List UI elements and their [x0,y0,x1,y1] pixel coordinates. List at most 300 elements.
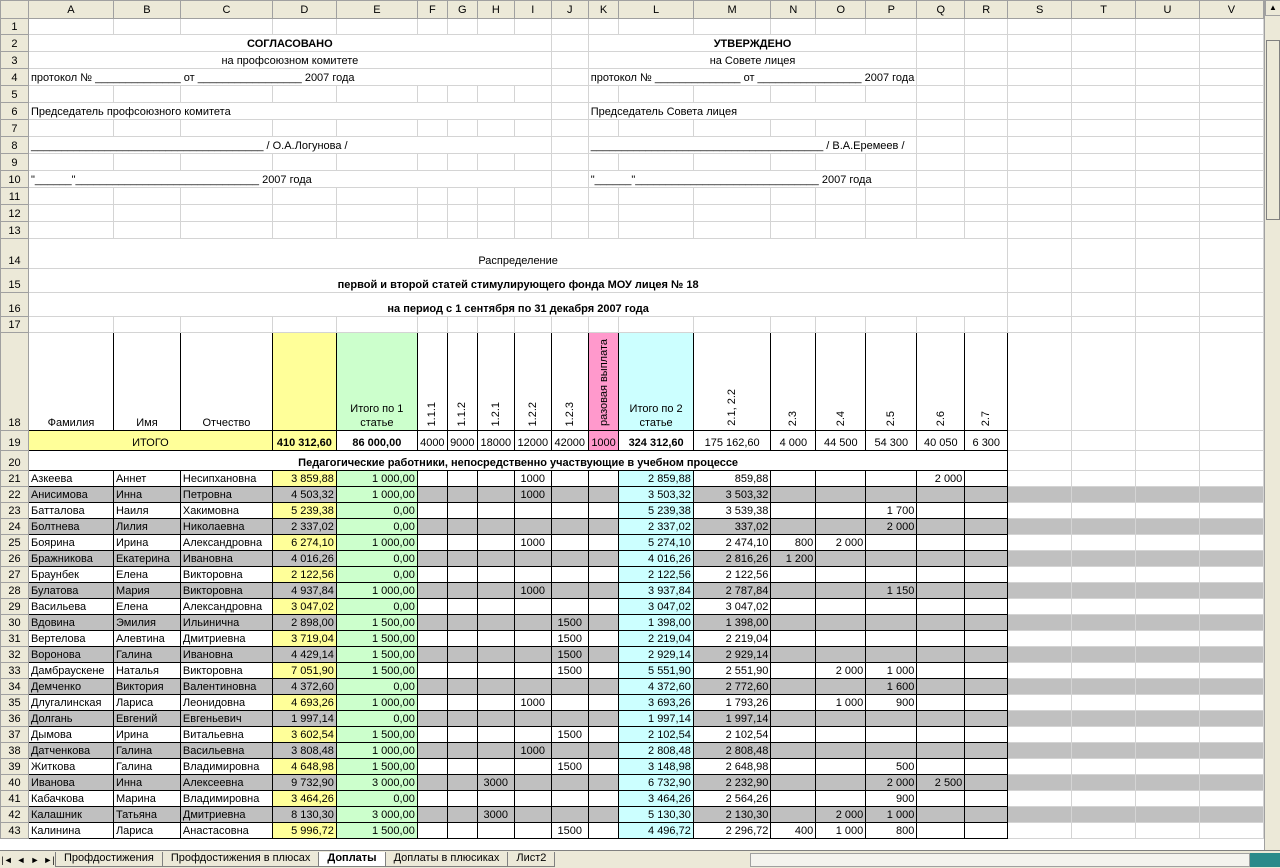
cell[interactable] [1008,35,1072,52]
cell[interactable] [551,188,588,205]
data-cell-q[interactable] [917,695,965,711]
row-header[interactable]: 20 [1,451,29,471]
cell[interactable] [588,188,619,205]
data-cell-j[interactable] [551,599,588,615]
data-cell-r[interactable] [965,807,1008,823]
row-header[interactable]: 15 [1,269,29,293]
cell[interactable] [1072,293,1136,317]
cell[interactable] [1136,823,1200,839]
column-header[interactable]: D [272,1,336,19]
row-header[interactable]: 37 [1,727,29,743]
data-cell-b[interactable]: Елена [113,567,180,583]
data-cell-k[interactable] [588,791,619,807]
cell[interactable] [514,154,551,171]
data-cell-g[interactable] [447,663,477,679]
cell[interactable] [1072,52,1136,69]
cell[interactable] [447,222,477,239]
cell[interactable] [1199,69,1263,86]
data-cell-nn[interactable] [771,487,816,503]
row-header[interactable]: 42 [1,807,29,823]
data-cell-b[interactable]: Татьяна [113,807,180,823]
row-header[interactable]: 33 [1,663,29,679]
data-cell-d[interactable]: 5 996,72 [272,823,336,839]
data-cell-nn[interactable] [771,711,816,727]
cell[interactable] [1199,239,1263,269]
table-header-c111[interactable] [417,333,447,431]
data-cell-p[interactable]: 900 [866,695,917,711]
data-cell-b[interactable]: Ирина [113,535,180,551]
data-cell-r[interactable] [965,599,1008,615]
cell[interactable] [1072,711,1136,727]
data-cell-o[interactable] [816,503,866,519]
cell[interactable] [1008,431,1072,451]
data-cell-r[interactable] [965,695,1008,711]
cell[interactable] [417,86,447,103]
data-cell-j[interactable] [551,711,588,727]
cell[interactable] [1136,503,1200,519]
cell[interactable] [336,317,417,333]
cell[interactable] [1008,791,1072,807]
sheet-tab[interactable]: Профдостижения [55,852,163,867]
data-cell-o[interactable] [816,791,866,807]
data-cell-p[interactable]: 1 600 [866,679,917,695]
data-cell-f[interactable] [417,647,447,663]
cell[interactable] [1136,35,1200,52]
cell[interactable] [272,317,336,333]
cell[interactable] [588,19,619,35]
cell[interactable] [551,154,588,171]
data-cell-c[interactable]: Алексеевна [180,775,272,791]
cell[interactable] [551,69,588,86]
data-cell-r[interactable] [965,519,1008,535]
data-cell-j[interactable] [551,551,588,567]
data-cell-e[interactable]: 1 000,00 [336,695,417,711]
data-cell-c[interactable]: Викторовна [180,567,272,583]
data-cell-d[interactable]: 2 898,00 [272,615,336,631]
data-cell-i[interactable]: 1000 [514,535,551,551]
data-cell-e[interactable]: 1 500,00 [336,631,417,647]
data-cell-r[interactable] [965,615,1008,631]
cell[interactable] [447,19,477,35]
cell[interactable] [693,120,771,137]
cell[interactable] [113,222,180,239]
data-cell-p[interactable]: 2 000 [866,519,917,535]
cell[interactable] [1136,333,1200,431]
cell[interactable] [965,137,1008,154]
cell[interactable] [1008,727,1072,743]
cell[interactable] [417,317,447,333]
cell[interactable] [1008,137,1072,154]
data-cell-m[interactable]: 2 929,14 [693,647,771,663]
data-cell-f[interactable] [417,567,447,583]
cell[interactable] [1136,103,1200,120]
cell[interactable] [272,205,336,222]
data-cell-o[interactable] [816,727,866,743]
cell[interactable] [619,86,693,103]
cell[interactable] [417,222,447,239]
cell[interactable] [1072,137,1136,154]
data-cell-o[interactable]: 1 000 [816,823,866,839]
cell[interactable] [1072,807,1136,823]
data-cell-p[interactable]: 500 [866,759,917,775]
cell[interactable] [1199,615,1263,631]
data-cell-e[interactable]: 0,00 [336,567,417,583]
data-cell-f[interactable] [417,487,447,503]
cell[interactable] [1199,503,1263,519]
data-cell-i[interactable] [514,759,551,775]
totals-f[interactable]: 4000 [417,431,447,451]
data-cell-b[interactable]: Мария [113,583,180,599]
cell[interactable] [771,188,816,205]
cell[interactable] [1136,451,1200,471]
data-cell-j[interactable]: 1500 [551,759,588,775]
row-header[interactable]: 36 [1,711,29,727]
cell[interactable] [417,154,447,171]
row-header[interactable]: 29 [1,599,29,615]
data-cell-e[interactable]: 0,00 [336,503,417,519]
data-cell-i[interactable] [514,647,551,663]
totals-i[interactable]: 12000 [514,431,551,451]
data-cell-a[interactable]: Бражникова [28,551,113,567]
data-cell-g[interactable] [447,711,477,727]
cell[interactable] [551,137,588,154]
cell[interactable] [1136,631,1200,647]
cell[interactable] [917,205,965,222]
row-header[interactable]: 43 [1,823,29,839]
cell[interactable] [113,86,180,103]
data-cell-d[interactable]: 4 648,98 [272,759,336,775]
row-header[interactable]: 18 [1,333,29,431]
data-cell-c[interactable]: Дмитриевна [180,807,272,823]
data-cell-j[interactable] [551,775,588,791]
column-header[interactable]: K [588,1,619,19]
cell[interactable] [1008,503,1072,519]
cell[interactable] [272,222,336,239]
data-cell-k[interactable] [588,631,619,647]
data-cell-nn[interactable]: 1 200 [771,551,816,567]
data-cell-d[interactable]: 9 732,90 [272,775,336,791]
data-cell-p[interactable] [866,487,917,503]
data-cell-k[interactable] [588,743,619,759]
cell[interactable] [113,19,180,35]
data-cell-r[interactable] [965,743,1008,759]
data-cell-d[interactable]: 5 239,38 [272,503,336,519]
data-cell-b[interactable]: Инна [113,487,180,503]
data-cell-l[interactable]: 4 372,60 [619,679,693,695]
data-cell-r[interactable] [965,823,1008,839]
data-cell-p[interactable] [866,743,917,759]
data-cell-d[interactable]: 3 464,26 [272,791,336,807]
data-cell-h[interactable] [477,727,514,743]
cell[interactable] [816,317,866,333]
data-cell-j[interactable]: 1500 [551,727,588,743]
data-cell-l[interactable]: 2 337,02 [619,519,693,535]
data-cell-f[interactable] [417,583,447,599]
cell[interactable] [1008,103,1072,120]
data-cell-q[interactable] [917,727,965,743]
cell[interactable] [1199,188,1263,205]
sheet-tab[interactable]: Доплаты в плюсиках [385,852,509,867]
data-cell-h[interactable] [477,615,514,631]
cell[interactable] [1072,615,1136,631]
data-cell-g[interactable] [447,775,477,791]
cell[interactable] [113,120,180,137]
data-cell-e[interactable]: 1 500,00 [336,823,417,839]
approval-left-sign[interactable]: ______________________________________ / О.А.Логунова / [28,137,551,154]
column-header[interactable]: R [965,1,1008,19]
row-header[interactable]: 19 [1,431,29,451]
data-cell-c[interactable]: Валентиновна [180,679,272,695]
data-cell-c[interactable]: Петровна [180,487,272,503]
totals-j[interactable]: 42000 [551,431,588,451]
row-header[interactable]: 21 [1,471,29,487]
data-cell-c[interactable]: Васильевна [180,743,272,759]
data-cell-o[interactable] [816,599,866,615]
cell[interactable] [272,188,336,205]
data-cell-b[interactable]: Галина [113,743,180,759]
cell[interactable] [28,205,113,222]
data-cell-l[interactable]: 3 693,26 [619,695,693,711]
data-cell-f[interactable] [417,471,447,487]
data-cell-a[interactable]: Дамбраускене [28,663,113,679]
row-header[interactable]: 17 [1,317,29,333]
data-cell-f[interactable] [417,663,447,679]
data-cell-k[interactable] [588,711,619,727]
data-cell-h[interactable] [477,791,514,807]
data-cell-m[interactable]: 2 232,90 [693,775,771,791]
cell[interactable] [965,317,1008,333]
cell[interactable] [1072,727,1136,743]
next-sheet-icon[interactable]: ► [30,854,40,865]
data-cell-l[interactable]: 1 398,00 [619,615,693,631]
sheet-tab[interactable]: Лист2 [507,852,555,867]
data-cell-p[interactable]: 900 [866,791,917,807]
cell[interactable] [477,317,514,333]
column-header[interactable]: S [1008,1,1072,19]
data-cell-a[interactable]: Вертелова [28,631,113,647]
data-cell-d[interactable]: 8 130,30 [272,807,336,823]
data-cell-a[interactable]: Васильева [28,599,113,615]
data-cell-j[interactable] [551,791,588,807]
cell[interactable] [551,103,588,120]
data-cell-k[interactable] [588,759,619,775]
cell[interactable] [1199,333,1263,431]
cell[interactable] [1136,471,1200,487]
data-cell-l[interactable]: 3 937,84 [619,583,693,599]
data-cell-m[interactable]: 3 539,38 [693,503,771,519]
data-cell-nn[interactable] [771,743,816,759]
data-cell-l[interactable]: 3 148,98 [619,759,693,775]
data-cell-e[interactable]: 1 500,00 [336,647,417,663]
cell[interactable] [771,19,816,35]
cell[interactable] [180,188,272,205]
cell[interactable] [551,86,588,103]
data-cell-g[interactable] [447,519,477,535]
data-cell-h[interactable]: 3000 [477,807,514,823]
cell[interactable] [1199,471,1263,487]
cell[interactable] [816,19,866,35]
approval-left-protocol[interactable]: протокол № ______________ от _________________ 2007 года [28,69,551,86]
cell[interactable] [447,188,477,205]
document-subtitle[interactable]: первой и второй статей стимулирующего фонда МОУ лицея № 18 [28,269,1007,293]
data-cell-q[interactable] [917,647,965,663]
data-cell-q[interactable] [917,807,965,823]
data-cell-q[interactable] [917,759,965,775]
data-cell-p[interactable] [866,599,917,615]
row-header[interactable]: 22 [1,487,29,503]
cell[interactable] [816,86,866,103]
data-cell-a[interactable]: Воронова [28,647,113,663]
cell[interactable] [1008,205,1072,222]
data-cell-b[interactable]: Алевтина [113,631,180,647]
cell[interactable] [1199,663,1263,679]
data-cell-l[interactable]: 2 859,88 [619,471,693,487]
data-cell-nn[interactable]: 400 [771,823,816,839]
data-cell-d[interactable]: 3 602,54 [272,727,336,743]
data-cell-g[interactable] [447,551,477,567]
approval-left-title[interactable]: СОГЛАСОВАНО [28,35,551,52]
cell[interactable] [1136,137,1200,154]
cell[interactable] [1008,583,1072,599]
cell[interactable] [514,205,551,222]
cell[interactable] [1008,317,1072,333]
data-cell-p[interactable] [866,631,917,647]
cell[interactable] [1008,86,1072,103]
first-sheet-icon[interactable]: |◄ [1,854,13,865]
cell[interactable] [1136,759,1200,775]
cell[interactable] [477,188,514,205]
cell[interactable] [1136,487,1200,503]
row-header[interactable]: 1 [1,19,29,35]
cell[interactable] [1072,551,1136,567]
cell[interactable] [180,86,272,103]
data-cell-b[interactable]: Екатерина [113,551,180,567]
cell[interactable] [477,222,514,239]
cell[interactable] [1008,567,1072,583]
data-cell-b[interactable]: Аннет [113,471,180,487]
table-header-c121[interactable] [477,333,514,431]
cell[interactable] [514,19,551,35]
data-cell-nn[interactable] [771,695,816,711]
data-cell-m[interactable]: 337,02 [693,519,771,535]
data-cell-nn[interactable] [771,727,816,743]
table-header-c23[interactable] [771,333,816,431]
data-cell-h[interactable] [477,567,514,583]
cell[interactable] [866,19,917,35]
data-cell-f[interactable] [417,615,447,631]
data-cell-q[interactable] [917,663,965,679]
data-cell-p[interactable] [866,727,917,743]
data-cell-r[interactable] [965,503,1008,519]
totals-g[interactable]: 9000 [447,431,477,451]
cell[interactable] [917,137,965,154]
column-header[interactable]: J [551,1,588,19]
data-cell-k[interactable] [588,695,619,711]
data-cell-h[interactable] [477,823,514,839]
cell[interactable] [417,205,447,222]
data-cell-d[interactable]: 4 937,84 [272,583,336,599]
data-cell-l[interactable]: 1 997,14 [619,711,693,727]
row-header[interactable]: 10 [1,171,29,188]
data-cell-g[interactable] [447,695,477,711]
data-cell-p[interactable]: 1 700 [866,503,917,519]
data-cell-h[interactable] [477,711,514,727]
data-cell-a[interactable]: Анисимова [28,487,113,503]
cell[interactable] [619,188,693,205]
approval-right-date[interactable]: "______"______________________________ 2007 года [588,171,917,188]
cell[interactable] [1072,791,1136,807]
cell[interactable] [113,154,180,171]
data-cell-k[interactable] [588,503,619,519]
row-header[interactable]: 39 [1,759,29,775]
column-header[interactable]: A [28,1,113,19]
data-cell-a[interactable]: Длугалинская [28,695,113,711]
data-cell-h[interactable] [477,599,514,615]
data-cell-g[interactable] [447,615,477,631]
cell[interactable] [1199,205,1263,222]
cell[interactable] [1072,19,1136,35]
data-cell-m[interactable]: 2 551,90 [693,663,771,679]
data-cell-i[interactable]: 1000 [514,471,551,487]
data-cell-j[interactable] [551,567,588,583]
table-header-c27[interactable] [965,333,1008,431]
data-cell-l[interactable]: 2 102,54 [619,727,693,743]
data-cell-o[interactable]: 2 000 [816,807,866,823]
column-header[interactable]: F [417,1,447,19]
data-cell-g[interactable] [447,503,477,519]
data-cell-e[interactable]: 0,00 [336,551,417,567]
data-cell-r[interactable] [965,759,1008,775]
table-header-c2122[interactable] [693,333,771,431]
cell[interactable] [1136,695,1200,711]
cell[interactable] [113,205,180,222]
data-cell-l[interactable]: 2 122,56 [619,567,693,583]
data-cell-nn[interactable] [771,583,816,599]
row-header[interactable]: 41 [1,791,29,807]
column-header[interactable]: C [180,1,272,19]
data-cell-f[interactable] [417,519,447,535]
data-cell-g[interactable] [447,487,477,503]
data-cell-c[interactable]: Ивановна [180,551,272,567]
cell[interactable] [965,35,1008,52]
cell[interactable] [1072,535,1136,551]
cell[interactable] [588,205,619,222]
cell[interactable] [180,19,272,35]
data-cell-a[interactable]: Кабачкова [28,791,113,807]
cell[interactable] [1199,791,1263,807]
cell[interactable] [917,171,965,188]
data-cell-r[interactable] [965,663,1008,679]
cell[interactable] [965,19,1008,35]
data-cell-m[interactable]: 1 997,14 [693,711,771,727]
row-header[interactable]: 16 [1,293,29,317]
data-cell-m[interactable]: 3 047,02 [693,599,771,615]
data-cell-g[interactable] [447,727,477,743]
cell[interactable] [1136,807,1200,823]
data-cell-a[interactable]: Долгань [28,711,113,727]
cell[interactable] [28,86,113,103]
cell[interactable] [1136,679,1200,695]
data-cell-l[interactable]: 4 016,26 [619,551,693,567]
data-cell-p[interactable] [866,711,917,727]
cell[interactable] [1072,647,1136,663]
cell[interactable] [28,222,113,239]
cell[interactable] [1008,743,1072,759]
cell[interactable] [693,86,771,103]
row-header[interactable]: 30 [1,615,29,631]
data-cell-f[interactable] [417,743,447,759]
cell[interactable] [917,19,965,35]
